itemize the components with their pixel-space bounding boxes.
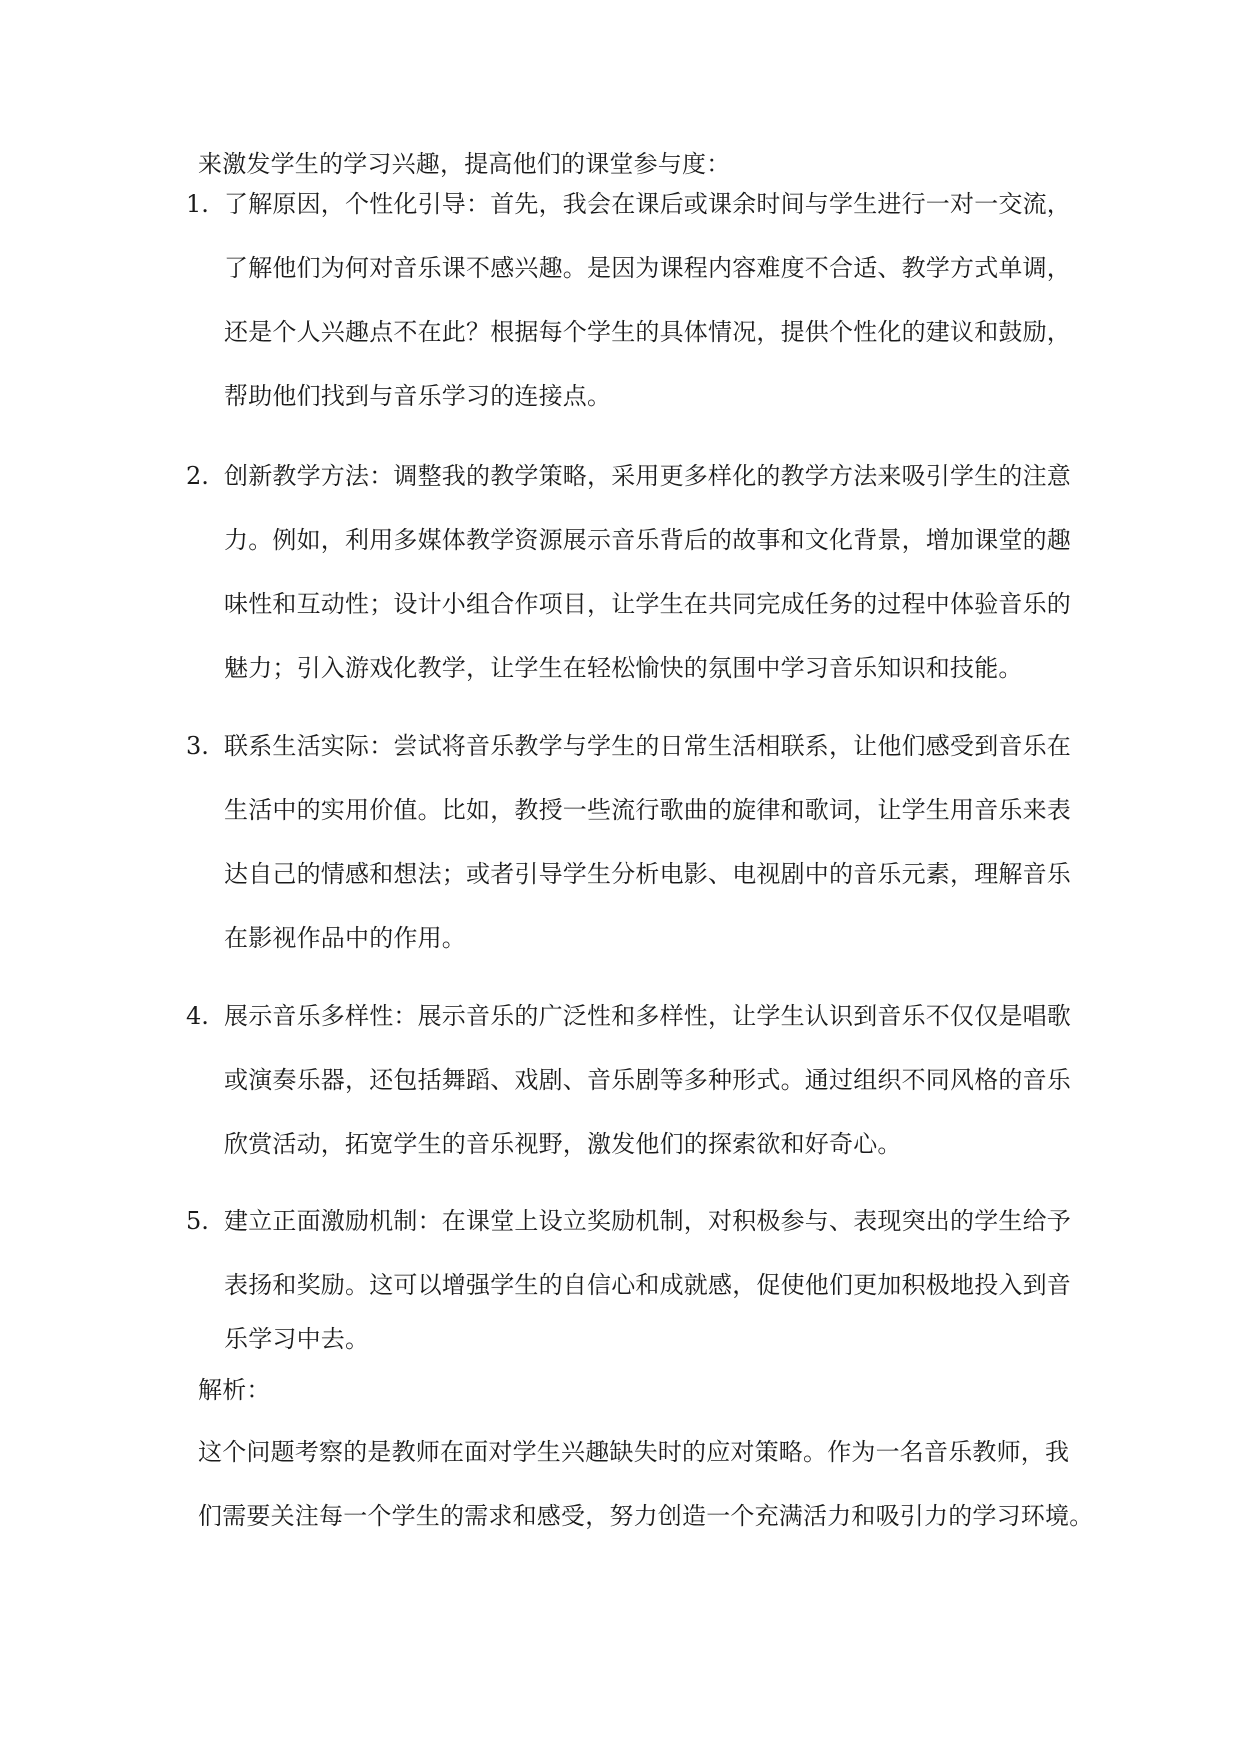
list-item-number: 4. [186,1002,209,1030]
list-item-line: 表扬和奖励。这可以增强学生的自信心和成就感，促使他们更加积极地投入到音 [224,1271,1071,1299]
list-item-line: 味性和互动性；设计小组合作项目，让学生在共同完成任务的过程中体验音乐的 [224,590,1071,618]
list-item-line: 或演奏乐器，还包括舞蹈、戏剧、音乐剧等多种形式。通过组织不同风格的音乐 [224,1066,1071,1094]
list-item-line: 达自己的情感和想法；或者引导学生分析电影、电视剧中的音乐元素，理解音乐 [224,860,1071,888]
list-item-line: 力。例如，利用多媒体教学资源展示音乐背后的故事和文化背景，增加课堂的趣 [224,526,1071,554]
list-item-line: 还是个人兴趣点不在此？根据每个学生的具体情况，提供个性化的建议和鼓励， [224,318,1071,346]
list-item-number: 2. [186,462,209,490]
analysis-label: 解析： [198,1376,271,1404]
list-item-line: 了解他们为何对音乐课不感兴趣。是因为课程内容难度不合适、教学方式单调， [224,254,1071,282]
list-item-line: 了解原因，个性化引导：首先，我会在课后或课余时间与学生进行一对一交流， [224,190,1071,218]
list-item-line: 联系生活实际：尝试将音乐教学与学生的日常生活相联系，让他们感受到音乐在 [224,732,1071,760]
list-item-line: 魅力；引入游戏化教学，让学生在轻松愉快的氛围中学习音乐知识和技能。 [224,654,1023,682]
list-item-line: 创新教学方法：调整我的教学策略，采用更多样化的教学方法来吸引学生的注意 [224,462,1071,490]
list-item-number: 1. [186,190,209,218]
analysis-line: 这个问题考察的是教师在面对学生兴趣缺失时的应对策略。作为一名音乐教师，我 [198,1438,1070,1466]
analysis-line: 们需要关注每一个学生的需求和感受，努力创造一个充满活力和吸引力的学习环境。 [198,1502,1094,1530]
list-item-line: 乐学习中去。 [224,1325,370,1353]
list-item-number: 3. [186,732,209,760]
list-item-line: 生活中的实用价值。比如，教授一些流行歌曲的旋律和歌词，让学生用音乐来表 [224,796,1071,824]
list-item-line: 帮助他们找到与音乐学习的连接点。 [224,382,612,410]
list-item-number: 5. [186,1207,209,1235]
list-item-line: 欣赏活动，拓宽学生的音乐视野，激发他们的探索欲和好奇心。 [224,1130,902,1158]
list-item-line: 展示音乐多样性：展示音乐的广泛性和多样性，让学生认识到音乐不仅仅是唱歌 [224,1002,1071,1030]
intro-line: 来激发学生的学习兴趣，提高他们的课堂参与度： [198,150,731,178]
list-item-line: 在影视作品中的作用。 [224,924,466,952]
list-item-line: 建立正面激励机制：在课堂上设立奖励机制，对积极参与、表现突出的学生给予 [224,1207,1071,1235]
